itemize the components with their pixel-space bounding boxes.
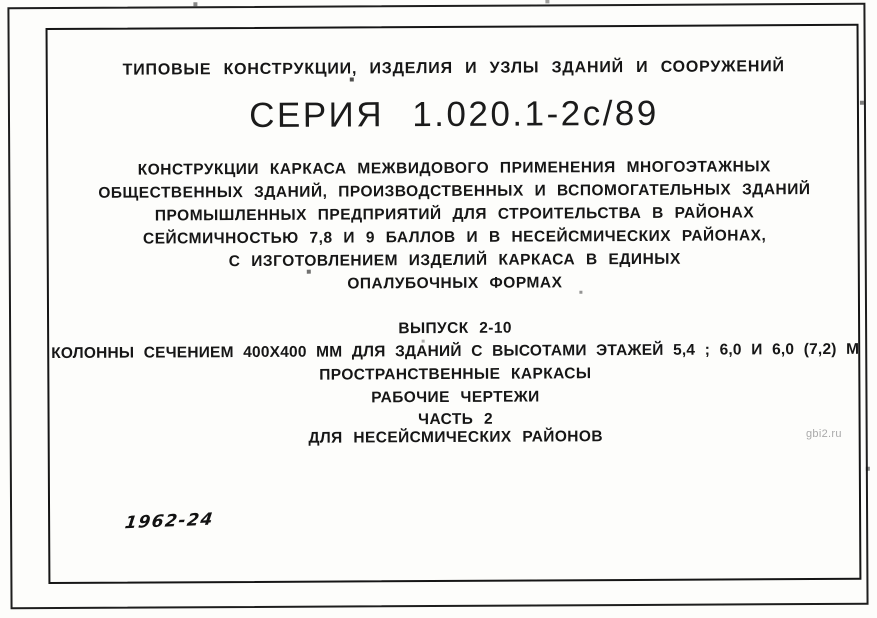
description-line: ОБЩЕСТВЕННЫХ ЗДАНИЙ, ПРОИЗВОДСТВЕННЫХ И ВСПОМОГАТЕЛЬНЫХ ЗДАНИЙ [98, 181, 811, 202]
series-title: СЕРИЯ 1.020.1-2с/89 [249, 93, 659, 135]
handwritten-inventory-number: 1962-24 [123, 509, 216, 534]
part-region-label: ДЛЯ НЕСЕЙСМИЧЕСКИХ РАЙОНОВ [308, 428, 603, 447]
issue-title: ВЫПУСК 2-10 [398, 319, 512, 338]
site-watermark: gbi2.ru [806, 428, 842, 440]
description-line: С ИЗГОТОВЛЕНИЕМ ИЗДЕЛИЙ КАРКАСА В ЕДИНЫХ [228, 250, 681, 271]
working-drawings-label: РАБОЧИЕ ЧЕРТЕЖИ [371, 388, 540, 407]
description-line: КОНСТРУКЦИИ КАРКАСА МЕЖВИДОВОГО ПРИМЕНЕНИЯ МНОГОЭТАЖНЫХ [137, 158, 771, 179]
description-line: СЕЙСМИЧНОСТЬЮ 7,8 И 9 БАЛЛОВ И В НЕСЕЙСМИЧЕСКИХ РАЙОНАХ, [142, 227, 767, 248]
issue-subtitle-columns: КОЛОННЫ СЕЧЕНИЕМ 400X400 ММ ДЛЯ ЗДАНИЙ С ВЫСОТАМИ ЭТАЖЕЙ 5,4 ; 6,0 И 6,0 (7,2) М [51, 340, 860, 363]
part-label: ЧАСТЬ 2 [418, 410, 494, 429]
document-header: ТИПОВЫЕ КОНСТРУКЦИИ, ИЗДЕЛИЯ И УЗЛЫ ЗДАНИЙ И СООРУЖЕНИЙ [122, 58, 785, 79]
description-line: ПРОМЫШЛЕННЫХ ПРЕДПРИЯТИЙ ДЛЯ СТРОИТЕЛЬСТВА В РАЙОНАХ [154, 204, 755, 225]
description-block [32, 155, 877, 297]
description-line: ОПАЛУБОЧНЫХ ФОРМАХ [347, 274, 563, 293]
frames-type-line: ПРОСТРАНСТВЕННЫЕ КАРКАСЫ [319, 365, 592, 384]
